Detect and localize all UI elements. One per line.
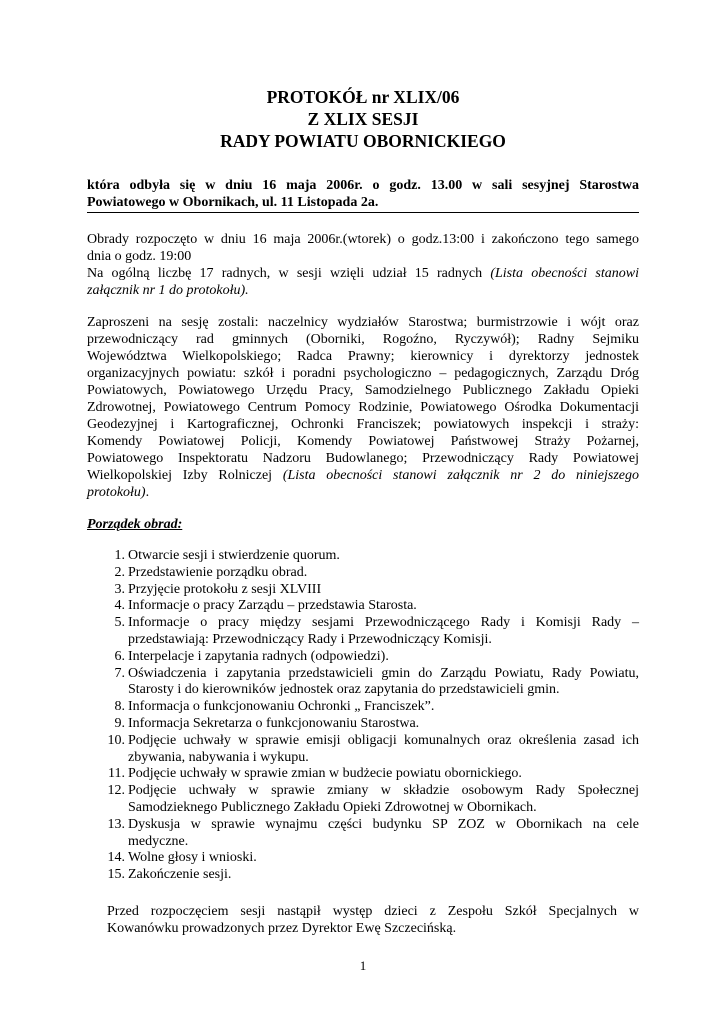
- agenda-item-text: Wolne głosy i wnioski.: [128, 850, 257, 866]
- agenda-item-text: Otwarcie sesji i stwierdzenie quorum.: [128, 548, 340, 563]
- invited-note-end: protokołu): [87, 485, 146, 500]
- agenda-item-number: 12.: [107, 783, 125, 799]
- agenda-item-text: przedstawiają: Przewodniczący Rady i Przewodniczący Komisji.: [128, 631, 492, 647]
- invited-line-10: [87, 467, 639, 484]
- agenda-item-text: Samodzieknego Publicznego Zakładu Opieki Zdrowotnej w Obornikach.: [128, 799, 537, 815]
- closing-line-1: Przed rozpoczęciem sesji nastąpił występ dzieci z Zespołu Szkół Specjalnych w: [107, 904, 639, 919]
- agenda-item-text: Informacja Sekretarza o funkcjonowaniu Starostwa.: [128, 715, 420, 731]
- invited-line: Powiatowego Inspektoratu Nadzoru Budowlanego; Przewodniczący Rady Powiatowej: [87, 451, 639, 466]
- agenda-item-number: 10.: [107, 732, 125, 748]
- agenda-item-text: medyczne.: [128, 833, 189, 849]
- agenda-item: [87, 817, 639, 851]
- agenda-item: [87, 867, 639, 884]
- agenda-item: [87, 716, 639, 733]
- invited-note: (Lista obecności stanowi załącznik nr 2 do niniejszego: [282, 468, 639, 483]
- agenda-item: [87, 850, 639, 867]
- agenda-item-number: 5.: [114, 615, 125, 631]
- invited-line: Zaproszeni na sesję zostali: naczelnicy wydziałów Starostwa; burmistrzowie i wójt oraz: [87, 315, 639, 330]
- opening-attendance-note: (Lista obecności stanowi: [490, 266, 639, 281]
- opening-line-3: [87, 265, 639, 282]
- agenda-item-number: 6.: [114, 648, 125, 664]
- session-info-line-1: która odbyła się w dniu 16 maja 2006r. o godz. 13.00 w sali sesyjnej Starostwa: [87, 178, 639, 193]
- agenda-item: [87, 699, 639, 716]
- agenda-item-number: 8.: [114, 699, 125, 715]
- invited-line: Komendy Powiatowej Policji, Komendy Powiatowej Państwowej Straży Pożarnej,: [87, 434, 639, 449]
- agenda-item-text: Podjęcie uchwały w sprawie zmian w budżecie powiatu obornickiego.: [128, 766, 522, 782]
- agenda-item-text: Informacja o funkcjonowaniu Ochronki „ Franciszek”.: [128, 699, 435, 715]
- agenda-item-number: 4.: [114, 598, 125, 614]
- agenda-list: [87, 548, 639, 884]
- session-info-line-2: Powiatowego w Obornikach, ul. 11 Listopada 2a.: [87, 195, 379, 210]
- agenda-item: [87, 783, 639, 817]
- invited-line: Województwa Wielkopolskiego; Radca Prawny; kierownicy i dyrektorzy jednostek: [87, 349, 639, 364]
- invited-line: Powiatowych, Powiatowego Urzędu Pracy, Samodzielnego Publicznego Zakładu Opieki: [87, 383, 639, 398]
- title-line-1: PROTOKÓŁ nr XLIX/06: [266, 87, 460, 107]
- invited-period: .: [145, 485, 150, 500]
- page-number: 1: [359, 958, 367, 973]
- agenda-item-text: Oświadczenia i zapytania przedstawicieli gmin do Zarządu Powiatu, Rady Powiatu,: [128, 665, 639, 681]
- agenda-item-number: 2.: [114, 564, 125, 580]
- agenda-item-text: zbywania, nabywania i wykupu.: [128, 749, 309, 765]
- closing-paragraph: [87, 903, 639, 937]
- title-line-3: RADY POWIATU OBORNICKIEGO: [220, 131, 506, 151]
- opening-line-1: Obrady rozpoczęto w dniu 16 maja 2006r.(wtorek) o godz.13:00 i zakończono tego samego: [87, 232, 639, 247]
- agenda-item-number: 7.: [114, 665, 125, 681]
- agenda-item: [87, 565, 639, 582]
- agenda-item: [87, 766, 639, 783]
- agenda-item-number: 9.: [114, 715, 125, 731]
- divider: [87, 212, 639, 213]
- opening-paragraph: [87, 231, 639, 299]
- agenda-item: [87, 548, 639, 565]
- agenda-item: [87, 582, 639, 599]
- agenda-item: [87, 733, 639, 767]
- agenda-item-text: Podjęcie uchwały w sprawie zmiany w składzie osobowym Rady Społecznej: [128, 783, 639, 799]
- agenda-item-text: Informacje o pracy Zarządu – przedstawia Starosta.: [128, 598, 417, 614]
- agenda-item-text: Dyskusja w sprawie wynajmu części budynku SP ZOZ w Obornikach na cele: [128, 816, 639, 832]
- agenda-item-text: Informacje o pracy między sesjami Przewodniczącego Rady i Komisji Rady –: [128, 615, 639, 631]
- opening-attendance-text: Na ogólną liczbę 17 radnych, w sesji wzięli udział 15 radnych: [87, 266, 491, 281]
- agenda-item-text: Przedstawienie porządku obrad.: [128, 564, 308, 580]
- agenda-item-text: Interpelacje i zapytania radnych (odpowiedzi).: [128, 648, 389, 664]
- invited-line: Zdrowotnej, Powiatowego Centrum Pomocy Rodzinie, Powiatowego Ośrodka Dokumentacji: [87, 400, 639, 415]
- closing-line-2: Kowanówku prowadzonych przez Dyrektor Ewę Szczecińską.: [107, 921, 457, 936]
- agenda-heading: Porządek obrad:: [87, 517, 183, 532]
- invited-last-text: Wielkopolskiej Izby Rolniczej: [87, 468, 283, 483]
- agenda-item-number: 13.: [107, 816, 125, 832]
- agenda-item-number: 11.: [108, 766, 125, 782]
- opening-line-2: dnia o godz. 19:00: [87, 249, 192, 264]
- invited-line: organizacyjnych powiatu: szkół i poradni psychologiczno – pedagogicznych, Zarządu Dróg: [87, 366, 639, 381]
- agenda-item-text: Starosty i do kierowników jednostek oraz zapytania do przedstawicieli gmin.: [128, 682, 560, 698]
- agenda-item-number: 14.: [107, 850, 125, 866]
- invited-paragraph: [87, 314, 639, 501]
- invited-line: Geodezyjnej i Kartograficznej, Ochronki Franciszek; powiatowych inspekcji i straży:: [87, 417, 639, 432]
- title-line-2: Z XLIX SESJI: [307, 109, 419, 129]
- agenda-item-number: 15.: [107, 867, 125, 883]
- agenda-item-number: 1.: [114, 548, 125, 563]
- agenda-item: [87, 666, 639, 700]
- opening-attendance-note-end: załącznik nr 1 do protokołu).: [87, 283, 249, 298]
- session-info: [87, 177, 639, 211]
- invited-line: przewodniczący rad gminnych (Oborniki, Rogoźno, Ryczywół); Radny Sejmiku: [87, 332, 639, 347]
- agenda-item-number: 3.: [114, 581, 125, 597]
- agenda-item-text: Przyjęcie protokołu z sesji XLVIII: [128, 581, 322, 597]
- agenda-item-text: Zakończenie sesji.: [128, 867, 232, 883]
- agenda-item-text: Podjęcie uchwały w sprawie emisji obligacji komunalnych oraz określenia zasad ich: [128, 732, 639, 748]
- invited-line-11: [87, 484, 639, 501]
- agenda-item: [87, 649, 639, 666]
- agenda-item: [87, 615, 639, 649]
- document-title: [87, 86, 639, 152]
- agenda-item: [87, 598, 639, 615]
- opening-line-4: [87, 282, 639, 299]
